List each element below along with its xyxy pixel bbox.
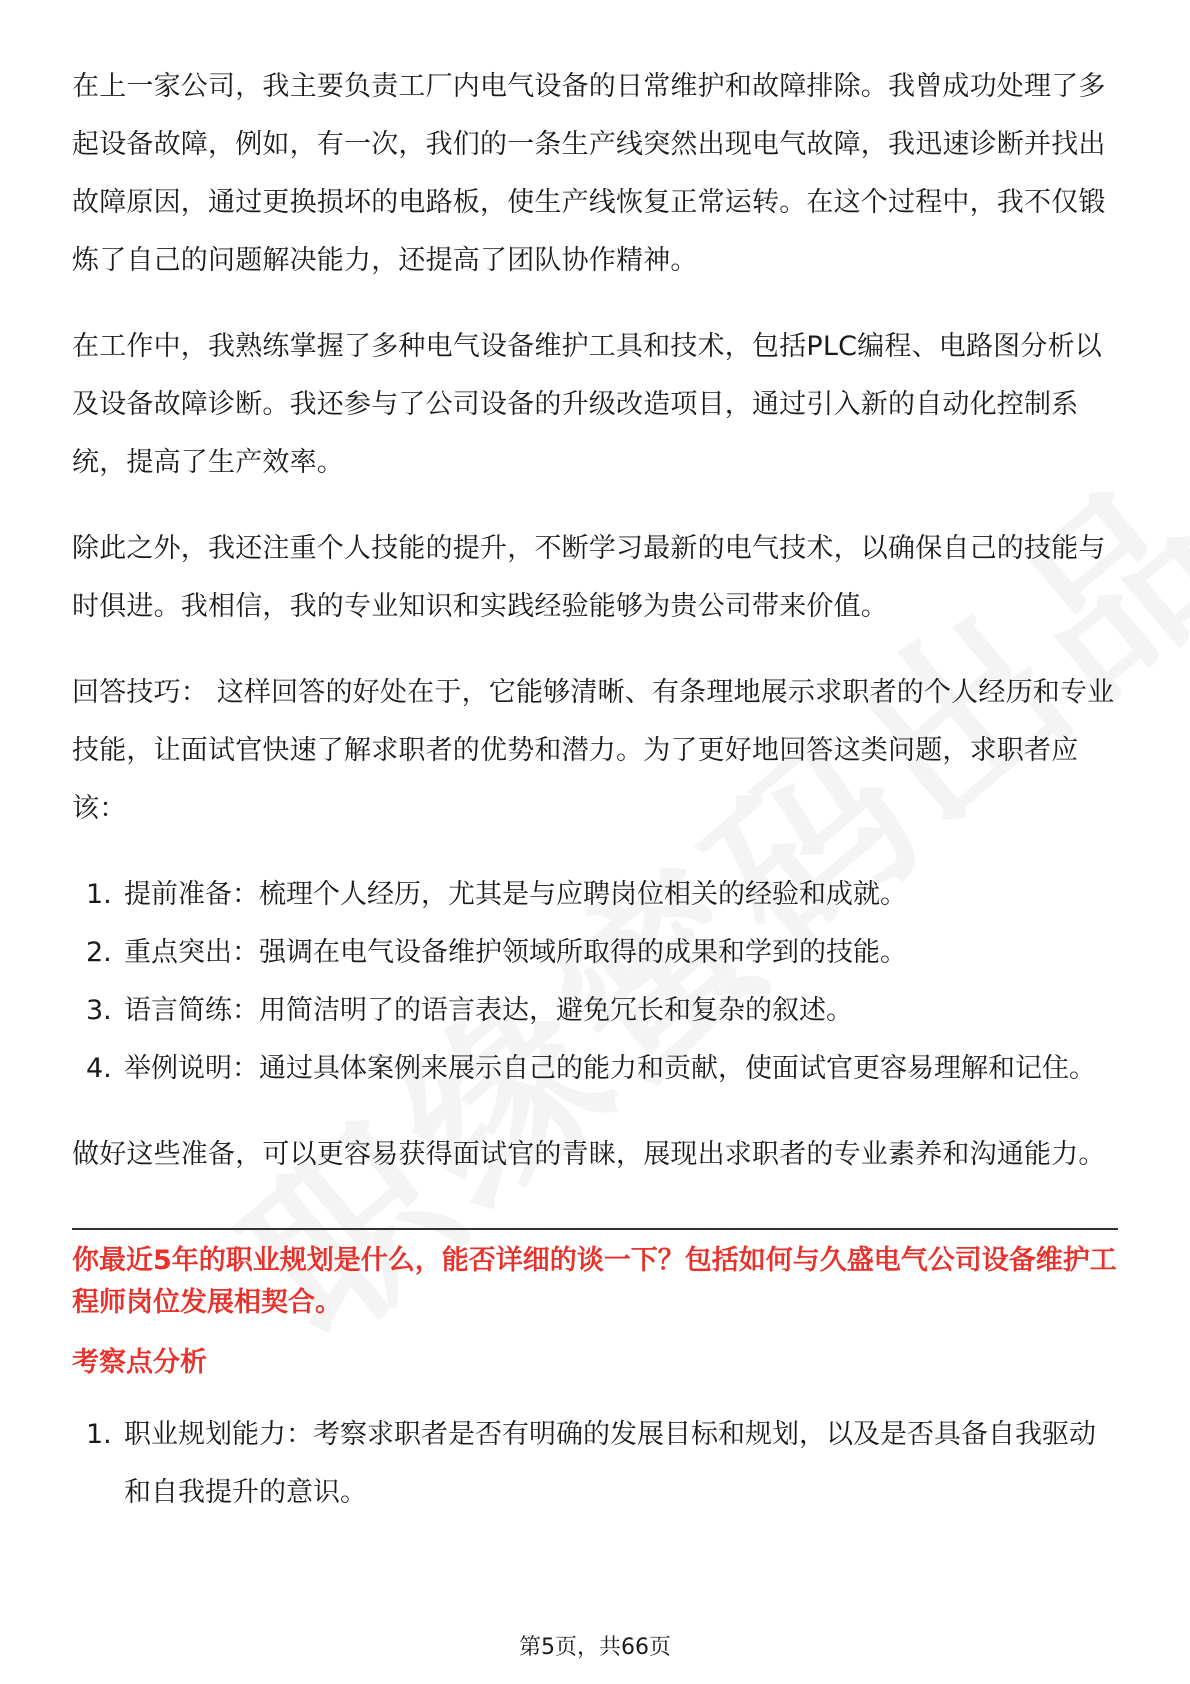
list-text: 提前准备：梳理个人经历，尤其是与应聘岗位相关的经验和成就。 <box>124 879 907 910</box>
page-footer: 第5页，共66页 <box>519 1635 671 1660</box>
list-number: 4. <box>86 1053 112 1084</box>
list-item <box>72 924 1118 982</box>
analysis-list <box>72 1406 1118 1522</box>
list-item <box>72 982 1118 1040</box>
list-number: 1. <box>86 1419 112 1450</box>
paragraph-experience: 在上一家公司，我主要负责工厂内电气设备的日常维护和故障排除。我曾成功处理了多起设备故障，例如，有一次，我们的一条生产线突然出现电气故障，我迅速诊断并找出故障原因，通过更换损坏的电路板，使生产线恢复正常运转。在这个过程中，我不仅锻炼了自己的问题解决能力，还提高了团队协作精神。 <box>72 71 1106 276</box>
paragraph-answer-tips: 回答技巧： 这样回答的好处在于，它能够清晰、有条理地展示求职者的个人经历和专业技能，让面试官快速了解求职者的优势和潜力。为了更好地回答这类问题，求职者应该： <box>72 677 1115 824</box>
list-item <box>72 1040 1118 1098</box>
list-text: 职业规划能力：考察求职者是否有明确的发展目标和规划，以及是否具备自我驱动和自我提升的意识。 <box>124 1419 1096 1508</box>
list-text: 举例说明：通过具体案例来展示自己的能力和贡献，使面试官更容易理解和记住。 <box>124 1053 1096 1084</box>
list-text: 重点突出：强调在电气设备维护领域所取得的成果和学到的技能。 <box>124 937 907 968</box>
interview-question: 你最近5年的职业规划是什么，能否详细的谈一下？包括如何与久盛电气公司设备维护工程师岗位发展相契合。 <box>72 1245 1117 1318</box>
list-number: 3. <box>86 995 112 1026</box>
paragraph-closing: 做好这些准备，可以更容易获得面试官的青睐，展现出求职者的专业素养和沟通能力。 <box>72 1139 1106 1170</box>
list-text: 语言简练：用简洁明了的语言表达，避免冗长和复杂的叙述。 <box>124 995 853 1026</box>
list-item <box>72 1406 1118 1522</box>
paragraph-skills: 在工作中，我熟练掌握了多种电气设备维护工具和技术，包括PLC编程、电路图分析以及设备故障诊断。我还参与了公司设备的升级改造项目，通过引入新的自动化控制系统，提高了生产效率。 <box>72 331 1102 478</box>
section-title: 考察点分析 <box>72 1347 207 1378</box>
list-item <box>72 866 1118 924</box>
section-divider <box>72 1228 1118 1230</box>
tips-list <box>72 866 1118 1098</box>
paragraph-growth: 除此之外，我还注重个人技能的提升，不断学习最新的电气技术，以确保自己的技能与时俱进。我相信，我的专业知识和实践经验能够为贵公司带来价值。 <box>72 533 1106 622</box>
list-number: 1. <box>86 879 112 910</box>
list-number: 2. <box>86 937 112 968</box>
document-page <box>72 58 1118 1550</box>
